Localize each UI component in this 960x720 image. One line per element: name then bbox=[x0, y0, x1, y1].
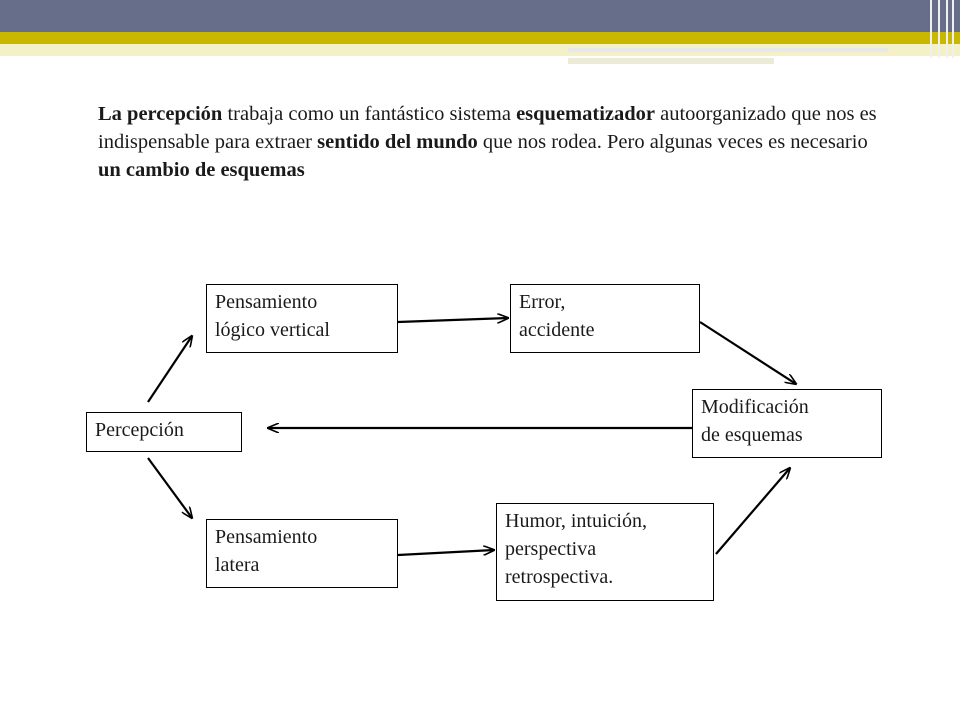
node-label: Modificación bbox=[701, 396, 809, 418]
arrow-humor-to-modificacion bbox=[716, 468, 790, 554]
arrow-lateral-to-humor bbox=[398, 550, 494, 555]
node-label: Pensamiento bbox=[215, 526, 318, 548]
node-label: retrospectiva. bbox=[505, 566, 614, 588]
node-pensamiento-lateral bbox=[206, 519, 398, 588]
node-label: accidente bbox=[519, 319, 595, 341]
node-humor bbox=[496, 503, 714, 601]
node-label: lógico vertical bbox=[215, 319, 330, 341]
node-label: de esquemas bbox=[701, 424, 803, 446]
intro-segment: sentido del mundo bbox=[317, 131, 478, 153]
node-label: Error, bbox=[519, 291, 566, 313]
node-label: latera bbox=[215, 554, 260, 576]
intro-segment: autoorganizado que nos es indispensable para extraer bbox=[98, 103, 877, 153]
node-label: perspectiva bbox=[505, 538, 597, 560]
node-pensamiento-vertical bbox=[206, 284, 398, 353]
arrow-vertical-to-error bbox=[398, 318, 508, 322]
intro-segment: trabaja como un fantástico sistema bbox=[222, 103, 517, 125]
intro-segment: esquematizador bbox=[516, 103, 656, 125]
node-percepcion bbox=[86, 412, 242, 452]
intro-segment: La percepción bbox=[98, 103, 223, 125]
arrow-percepcion-to-vertical bbox=[148, 336, 192, 402]
intro-segment: un cambio de esquemas bbox=[98, 159, 305, 181]
intro-segment: que nos rodea. Pero algunas veces es necesario bbox=[477, 131, 868, 153]
node-label: Pensamiento bbox=[215, 291, 318, 313]
node-error bbox=[510, 284, 700, 353]
node-modificacion bbox=[692, 389, 882, 458]
arrow-error-to-modificacion bbox=[700, 322, 796, 384]
node-label: Humor, intuición, bbox=[505, 510, 647, 532]
node-label: Percepción bbox=[95, 419, 184, 441]
arrow-percepcion-to-lateral bbox=[148, 458, 192, 518]
